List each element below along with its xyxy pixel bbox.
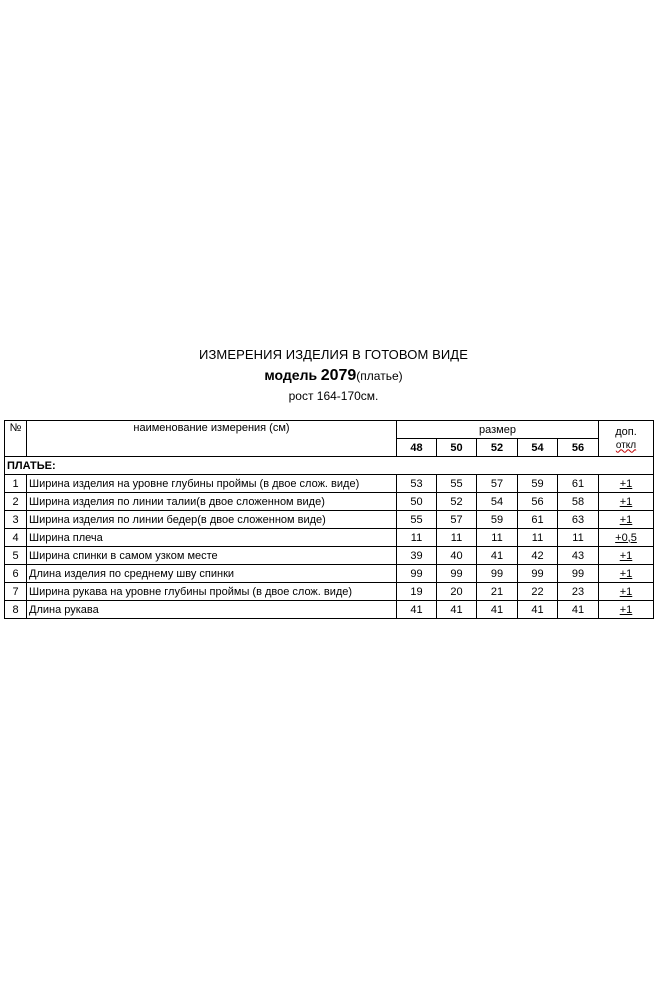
measurement-value: 57 — [477, 475, 518, 493]
measurement-rows — [5, 475, 654, 619]
measurement-value: 41 — [437, 601, 477, 619]
tolerance-value: +1 — [619, 585, 633, 598]
measurement-value: 19 — [397, 583, 437, 601]
table-row — [5, 565, 654, 583]
measurement-value: 41 — [477, 601, 518, 619]
measurement-value: 55 — [437, 475, 477, 493]
measurement-value: 41 — [518, 601, 558, 619]
tolerance-cell — [599, 493, 654, 511]
size-column-header: 50 — [437, 439, 477, 457]
tolerance-cell — [599, 565, 654, 583]
measurement-value: 41 — [397, 601, 437, 619]
row-number: 3 — [5, 511, 27, 529]
measurement-name: Ширина рукава на уровне глубины проймы (в двое слож. виде) — [27, 583, 397, 601]
measurement-value: 50 — [397, 493, 437, 511]
measurement-value: 39 — [397, 547, 437, 565]
size-column-header: 52 — [477, 439, 518, 457]
measurement-value: 56 — [518, 493, 558, 511]
measurement-value: 42 — [518, 547, 558, 565]
measurement-value: 55 — [397, 511, 437, 529]
tolerance-cell — [599, 547, 654, 565]
measurement-name: Ширина изделия по линии талии(в двое сложенном виде) — [27, 493, 397, 511]
measurement-value: 99 — [518, 565, 558, 583]
measurement-value: 99 — [397, 565, 437, 583]
measurements-table — [4, 420, 654, 619]
table-row — [5, 511, 654, 529]
measurement-name: Ширина спинки в самом узком месте — [27, 547, 397, 565]
tolerance-value: +1 — [619, 513, 633, 526]
table-row — [5, 601, 654, 619]
measurement-value: 57 — [437, 511, 477, 529]
measurement-value: 11 — [437, 529, 477, 547]
measurement-value: 53 — [397, 475, 437, 493]
tolerance-cell — [599, 475, 654, 493]
measurement-value: 61 — [558, 475, 599, 493]
size-column-header: 56 — [558, 439, 599, 457]
measurement-name: Ширина изделия на уровне глубины проймы (в двое слож. виде) — [27, 475, 397, 493]
measurement-value: 43 — [558, 547, 599, 565]
measurement-value: 99 — [437, 565, 477, 583]
measurement-name: Ширина плеча — [27, 529, 397, 547]
row-number: 4 — [5, 529, 27, 547]
measurement-name: Длина изделия по среднему шву спинки — [27, 565, 397, 583]
measurement-value: 40 — [437, 547, 477, 565]
tolerance-value: +1 — [619, 549, 633, 562]
row-number: 6 — [5, 565, 27, 583]
measurement-value: 20 — [437, 583, 477, 601]
measurement-value: 41 — [477, 547, 518, 565]
measurement-value: 11 — [558, 529, 599, 547]
col-number-header: № — [5, 421, 27, 457]
measurement-value: 41 — [558, 601, 599, 619]
tolerance-value: +1 — [619, 567, 633, 580]
row-number: 8 — [5, 601, 27, 619]
table-row — [5, 493, 654, 511]
height-range: рост 164-170см. — [288, 389, 379, 403]
row-number: 5 — [5, 547, 27, 565]
measurement-value: 11 — [477, 529, 518, 547]
measurement-value: 61 — [518, 511, 558, 529]
measurement-value: 99 — [558, 565, 599, 583]
measurement-value: 11 — [518, 529, 558, 547]
measurement-value: 99 — [477, 565, 518, 583]
table-row — [5, 475, 654, 493]
measurement-value: 22 — [518, 583, 558, 601]
measurement-value: 58 — [558, 493, 599, 511]
row-number: 2 — [5, 493, 27, 511]
tolerance-cell — [599, 601, 654, 619]
tolerance-value: +1 — [619, 477, 633, 490]
measurement-value: 21 — [477, 583, 518, 601]
table-header-row — [5, 421, 654, 439]
measurement-value: 59 — [477, 511, 518, 529]
model-line — [0, 367, 667, 385]
tolerance-value: +1 — [619, 495, 633, 508]
row-number: 1 — [5, 475, 27, 493]
col-size-header: размер — [397, 421, 599, 439]
col-tolerance-otkl: откл — [615, 439, 637, 451]
col-tolerance-header — [599, 421, 654, 457]
tolerance-value: +1 — [619, 603, 633, 616]
measurement-name: Длина рукава — [27, 601, 397, 619]
measurement-value: 11 — [397, 529, 437, 547]
model-number: 2079 — [320, 367, 357, 384]
model-label: модель — [264, 367, 318, 383]
measurement-value: 63 — [558, 511, 599, 529]
col-tolerance-dop: доп. — [615, 425, 637, 438]
measurement-value: 54 — [477, 493, 518, 511]
document-title: ИЗМЕРЕНИЯ ИЗДЕЛИЯ В ГОТОВОМ ВИДЕ — [199, 347, 468, 362]
tolerance-cell — [599, 511, 654, 529]
section-row — [5, 457, 654, 475]
measurement-value: 23 — [558, 583, 599, 601]
model-type: (платье) — [356, 369, 403, 383]
tolerance-cell — [599, 529, 654, 547]
size-column-header: 48 — [397, 439, 437, 457]
table-row — [5, 529, 654, 547]
tolerance-value: +0,5 — [615, 531, 637, 544]
measurement-value: 52 — [437, 493, 477, 511]
size-column-header: 54 — [518, 439, 558, 457]
row-number: 7 — [5, 583, 27, 601]
measurement-value: 59 — [518, 475, 558, 493]
measurement-name: Ширина изделия по линии бедер(в двое сложенном виде) — [27, 511, 397, 529]
section-label: ПЛАТЬЕ: — [5, 457, 654, 475]
tolerance-cell — [599, 583, 654, 601]
table-row — [5, 547, 654, 565]
col-name-header: наименование измерения (см) — [27, 421, 397, 457]
table-row — [5, 583, 654, 601]
